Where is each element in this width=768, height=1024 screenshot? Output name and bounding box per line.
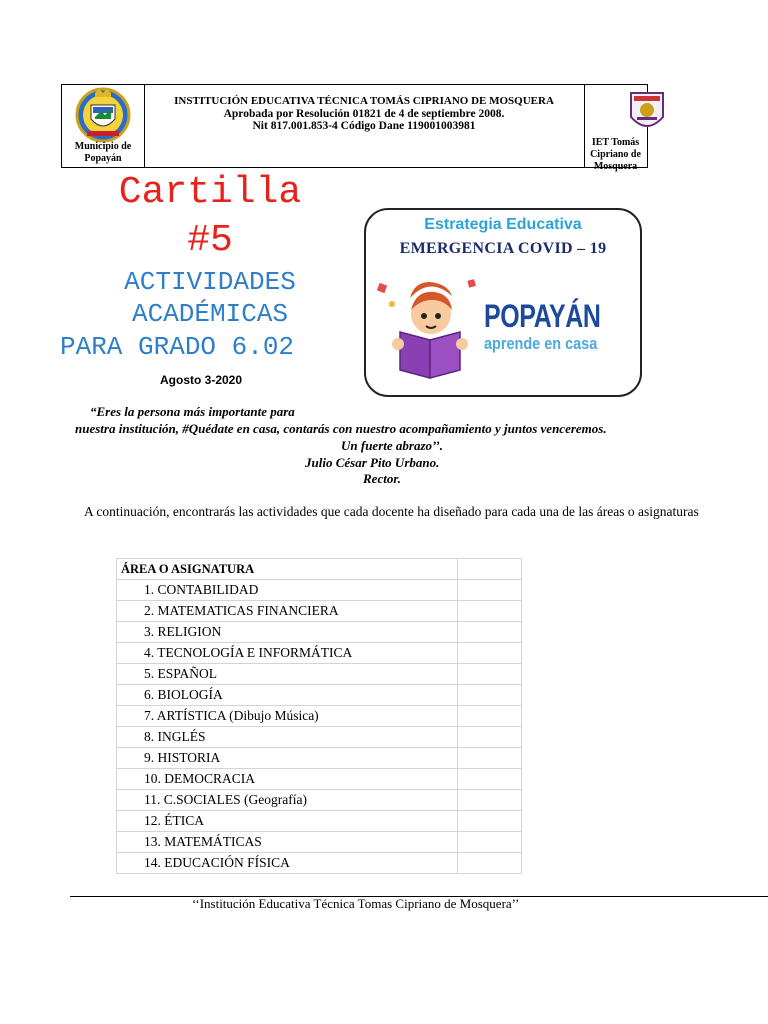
subject-empty-cell — [457, 664, 521, 685]
subtitle-line-3: PARA GRADO 6.02 — [60, 332, 295, 362]
table-row — [117, 769, 522, 790]
document-date: Agosto 3-2020 — [160, 373, 243, 387]
subjects-header-row — [117, 559, 522, 580]
table-row — [117, 664, 522, 685]
subject-empty-cell — [457, 601, 521, 622]
subjects-header-empty-cell — [457, 559, 521, 580]
subject-empty-cell — [457, 580, 521, 601]
quote-line-2: nuestra institución, #Quédate en casa, contarás con nuestro acompañamiento y juntos venceremos. — [75, 421, 607, 436]
subject-empty-cell — [457, 790, 521, 811]
subject-name: 7. ARTÍSTICA (Dibujo Música) — [117, 706, 458, 727]
iet-school-crest-icon — [628, 89, 666, 135]
quote-line-3: Un fuerte abrazo’’. — [341, 438, 443, 453]
subject-empty-cell — [457, 727, 521, 748]
table-row — [117, 790, 522, 811]
quote-role: Rector. — [363, 471, 401, 486]
covid-strategy-banner — [364, 208, 642, 397]
table-row — [117, 601, 522, 622]
subject-name: 1. CONTABILIDAD — [117, 580, 458, 601]
intro-paragraph — [70, 503, 710, 520]
subject-name: 2. MATEMATICAS FINANCIERA — [117, 601, 458, 622]
subjects-table — [116, 558, 522, 874]
subjects-header: ÁREA O ASIGNATURA — [117, 559, 458, 580]
subject-empty-cell — [457, 622, 521, 643]
iet-cell — [584, 85, 647, 172]
institution-text — [158, 95, 570, 133]
banner-emergency-label: EMERGENCIA COVID – 19 — [399, 240, 607, 257]
intro-text: A continuación, encontrarás las actividades que cada docente ha diseñado para cada una de las áreas o asignaturas — [84, 504, 699, 519]
subject-name: 10. DEMOCRACIA — [117, 769, 458, 790]
subject-empty-cell — [457, 706, 521, 727]
subject-name: 13. MATEMÁTICAS — [117, 832, 458, 853]
cartilla-number: #5 — [187, 219, 233, 262]
subject-name: 12. ÉTICA — [117, 811, 458, 832]
table-row — [117, 832, 522, 853]
subject-name: 5. ESPAÑOL — [117, 664, 458, 685]
popayan-logo-title: POPAYÁN — [484, 298, 601, 334]
institution-name: INSTITUCIÓN EDUCATIVA TÉCNICA TOMÁS CIPRIANO DE MOSQUERA — [174, 95, 554, 107]
banner-strategy-label: Estrategia Educativa — [424, 216, 582, 233]
subject-empty-cell — [457, 769, 521, 790]
table-row — [117, 727, 522, 748]
subject-empty-cell — [457, 832, 521, 853]
table-row — [117, 811, 522, 832]
table-row — [117, 853, 522, 874]
subject-name: 4. TECNOLOGÍA E INFORMÁTICA — [117, 643, 458, 664]
table-row — [117, 748, 522, 769]
table-row — [117, 706, 522, 727]
subject-name: 14. EDUCACIÓN FÍSICA — [117, 853, 458, 874]
subject-name: 6. BIOLOGÍA — [117, 685, 458, 706]
subject-name: 9. HISTORIA — [117, 748, 458, 769]
iet-caption: IET Tomás Cipriano de Mosquera — [590, 137, 641, 172]
municipio-caption: Municipio de Popayán — [74, 141, 132, 164]
table-row — [117, 685, 522, 706]
table-row — [117, 643, 522, 664]
child-reading-book-icon — [370, 274, 490, 384]
subtitle-line-2: ACADÉMICAS — [131, 299, 289, 329]
subtitle-line-1: ACTIVIDADES — [124, 267, 296, 297]
table-row — [117, 580, 522, 601]
subject-empty-cell — [457, 643, 521, 664]
popayan-coat-of-arms-icon — [75, 87, 131, 143]
institution-cell — [144, 85, 585, 167]
quote-author: Julio César Pito Urbano. — [305, 455, 440, 470]
subject-empty-cell — [457, 685, 521, 706]
quote-line-1: “Eres la persona más importante para — [90, 404, 295, 419]
letterhead-table — [61, 84, 648, 172]
cartilla-title: Cartilla — [118, 171, 302, 214]
popayan-logo-subtitle: aprende en casa — [484, 334, 598, 353]
subject-name: 8. INGLÉS — [117, 727, 458, 748]
table-row — [117, 622, 522, 643]
subject-name: 11. C.SOCIALES (Geografía) — [117, 790, 458, 811]
institution-resolution: Aprobada por Resolución 01821 de 4 de septiembre 2008. — [223, 107, 505, 120]
subject-empty-cell — [457, 811, 521, 832]
municipio-cell — [62, 85, 145, 167]
subject-empty-cell — [457, 853, 521, 874]
institution-nit: Nit 817.001.853-4 Código Dane 119001003981 — [252, 120, 476, 132]
footer-institution: ‘‘Institución Educativa Técnica Tomas Cipriano de Mosquera’’ — [192, 896, 520, 911]
subject-name: 3. RELIGION — [117, 622, 458, 643]
subject-empty-cell — [457, 748, 521, 769]
